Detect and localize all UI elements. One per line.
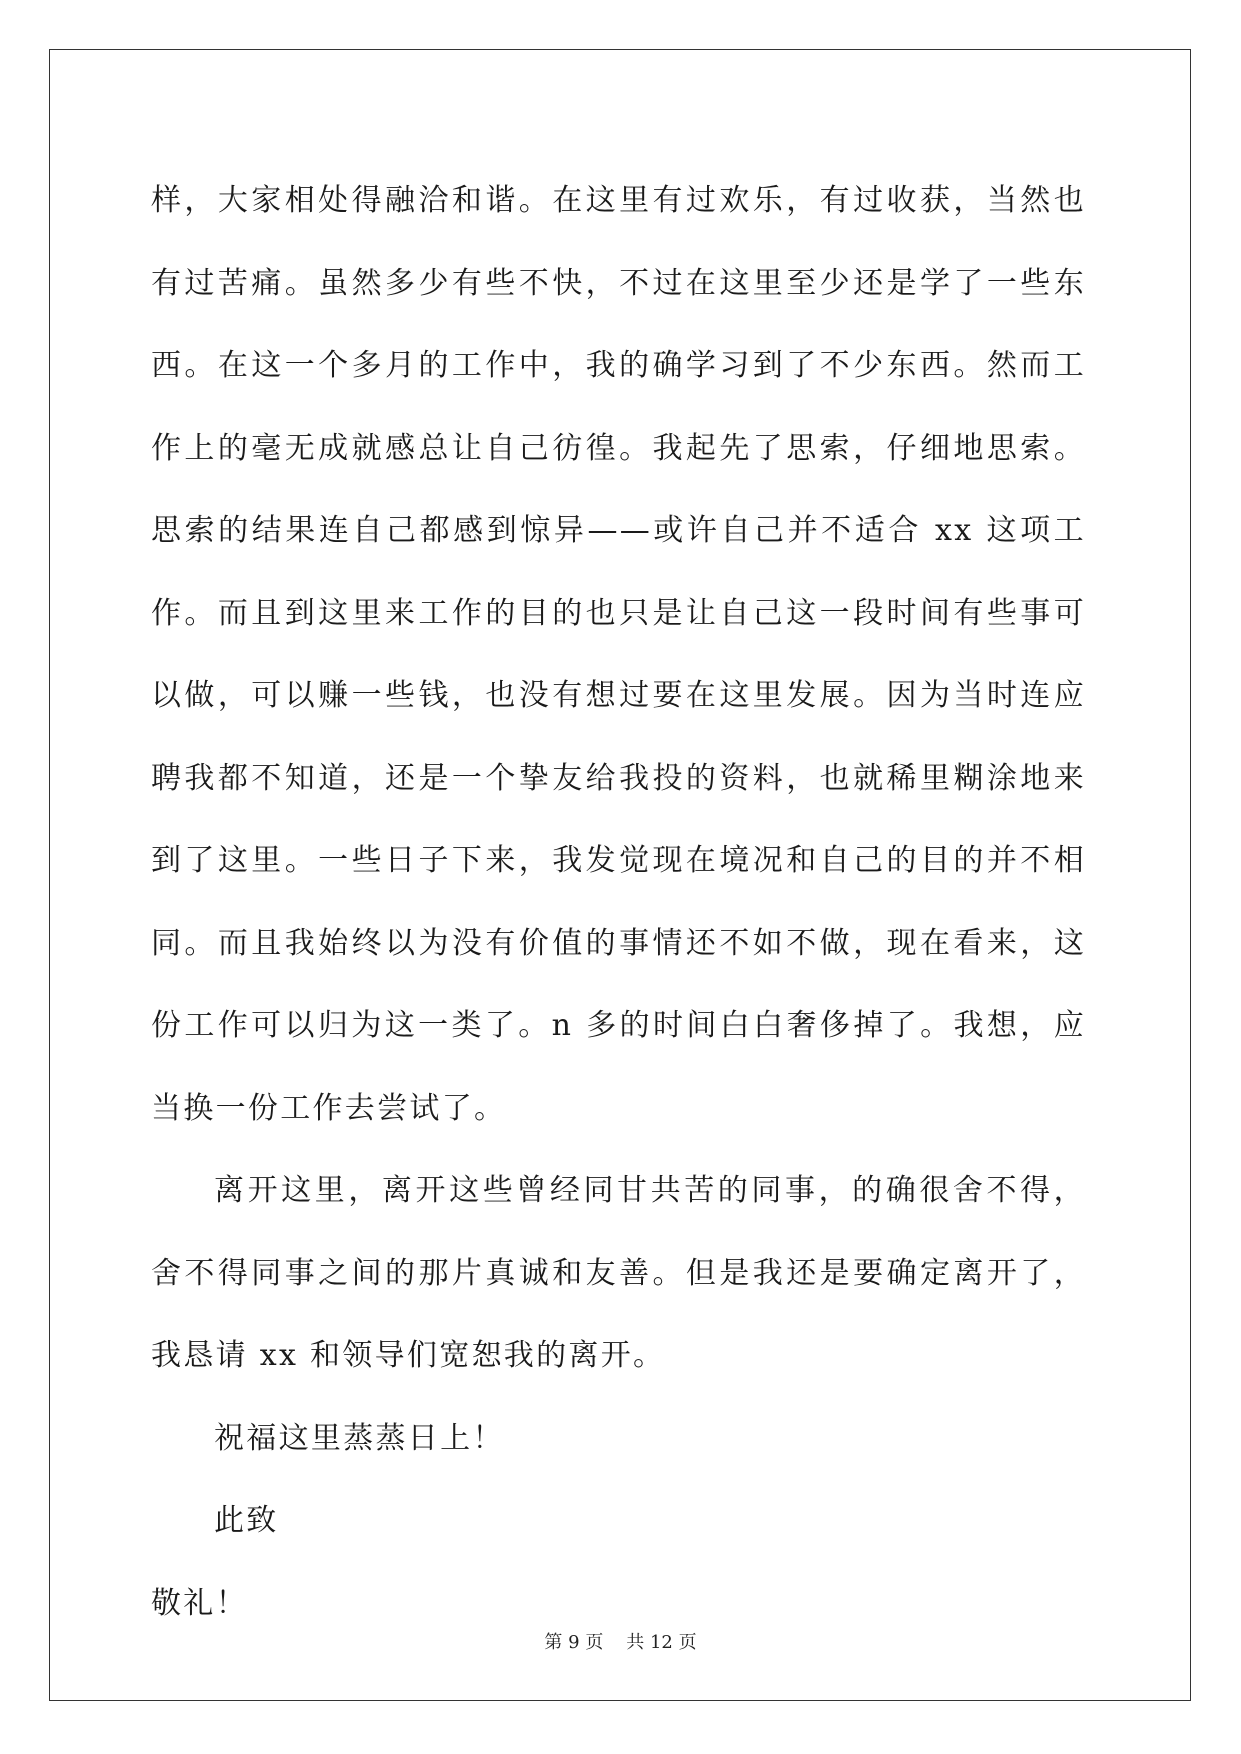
- page-number: 第 9 页: [544, 1632, 604, 1653]
- page-footer: [0, 1631, 1241, 1655]
- page-total: 共 12 页: [626, 1632, 697, 1653]
- closing-regards: 敬礼！: [151, 1585, 248, 1621]
- paragraph-salutation: 此致: [214, 1503, 279, 1538]
- document-body: [151, 160, 1086, 1645]
- paragraph-blessing: 祝福这里蒸蒸日上！: [214, 1420, 505, 1456]
- paragraph-continuation: 样，大家相处得融洽和谐。在这里有过欢乐，有过收获，当然也有过苦痛。虽然多少有些不快，不过在这里至少还是学了一些东西。在这一个多月的工作中，我的确学习到了不少东西。然而工作上的毫无成就感总让自己彷徨。我起先了思索，仔细地思索。思索的结果连自己都感到惊异——或许自己并不适合 xx 这项工作。而且到这里来工作的目的也只是让自己这一段时间有些事可以做，可以赚一些钱，也没有想过要在这里发展。因为当时连应聘我都不知道，还是一个挚友给我投的资料，也就稀里糊涂地来到了这里。一些日子下来，我发觉现在境况和自己的目的并不相同。而且我始终以为没有价值的事情还不如不做，现在看来，这份工作可以归为这一类了。n 多的时间白白奢侈掉了。我想，应当换一份工作去尝试了。: [151, 183, 1086, 1126]
- paragraph-farewell: 离开这里，离开这些曾经同甘共苦的同事，的确很舍不得，舍不得同事之间的那片真诚和友善。但是我还是要确定离开了，我恳请 xx 和领导们宽恕我的离开。: [151, 1173, 1086, 1373]
